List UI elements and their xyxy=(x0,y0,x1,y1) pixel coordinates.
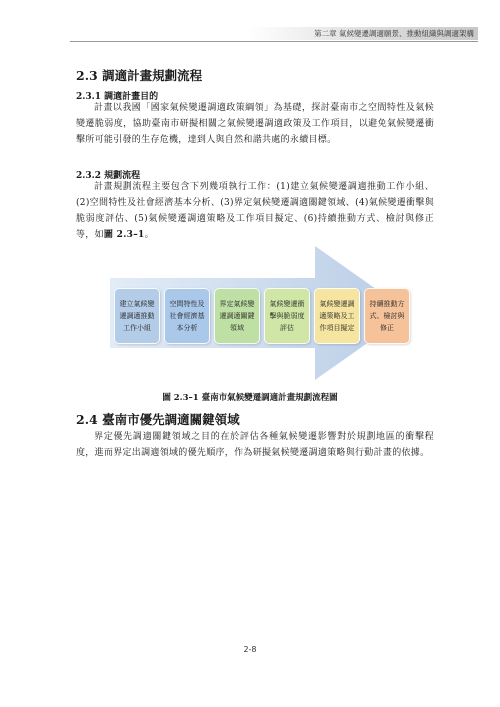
section-2-3-title: 2.3 調適計畫規劃流程 xyxy=(76,68,203,83)
section-2-3-2-body xyxy=(76,179,434,243)
flow-step-3: 界定氣候變遷調適關鍵領域 xyxy=(214,288,260,344)
header-rule xyxy=(70,41,478,42)
section-2-3-2-title: 2.3.2 規劃流程 xyxy=(76,171,141,181)
figure-caption: 圖 2.3–1 臺南市氣候變遷調適計畫規劃流程圖 xyxy=(162,393,338,403)
flow-step-4: 氣候變遷衝擊與脆弱度評估 xyxy=(264,288,310,344)
section-2-3-1-body: 計畫以我國「國家氣候變遷調適政策綱領」為基礎，探討臺南市之空間特性及氣候變遷脆弱度，協助臺南市研擬相關之氣候變遷調適政策及工作項目，以避免氣候變遷衝擊所可能引發的生存危機，達到人與自然和諧共處的永續目標。 xyxy=(76,103,434,145)
page-number: 2-8 xyxy=(243,645,257,654)
section-2-3-2-text: 計畫規劃流程主要包含下列幾項執行工作：(1)建立氣候變遷調適推動工作小組、(2)空間特性及社會經濟基本分析、(3)界定氣候變遷調適關鍵領域、(4)氣候變遷衝擊與脆弱度評估、(5)氣候變遷調適策略及工作項目擬定、(6)持續推動方式、檢討與修正等，如 xyxy=(76,182,434,240)
flow-step-2: 空間特性及社會經濟基本分析 xyxy=(164,288,210,344)
section-2-3-2-text-end: 。 xyxy=(144,230,154,240)
running-header-title: 第二章 氣候變遷調適願景、推動組織與調適架構 xyxy=(314,29,474,38)
section-2-4-body: 界定優先調適關鍵領域之目的在於評估各種氣候變遷影響對於規劃地區的衝擊程度，進而界定出調適領域的優先順序，作為研擬氣候變遷調適策略與行動計畫的依據。 xyxy=(76,432,434,458)
section-2-4-title: 2.4 臺南市優先調適關鍵領域 xyxy=(76,412,240,427)
running-header xyxy=(248,27,478,40)
section-2-3-1-title: 2.3.1 調適計畫目的 xyxy=(76,92,159,102)
flow-step-1: 建立氣候變遷調適推動工作小組 xyxy=(114,288,160,344)
flow-step-5: 氣候變遷調適策略及工作項目擬定 xyxy=(314,288,360,344)
flow-step-6: 持續推動方式、檢討與修正 xyxy=(364,288,410,344)
figure-reference: 圖 2.3–1 xyxy=(103,230,145,240)
